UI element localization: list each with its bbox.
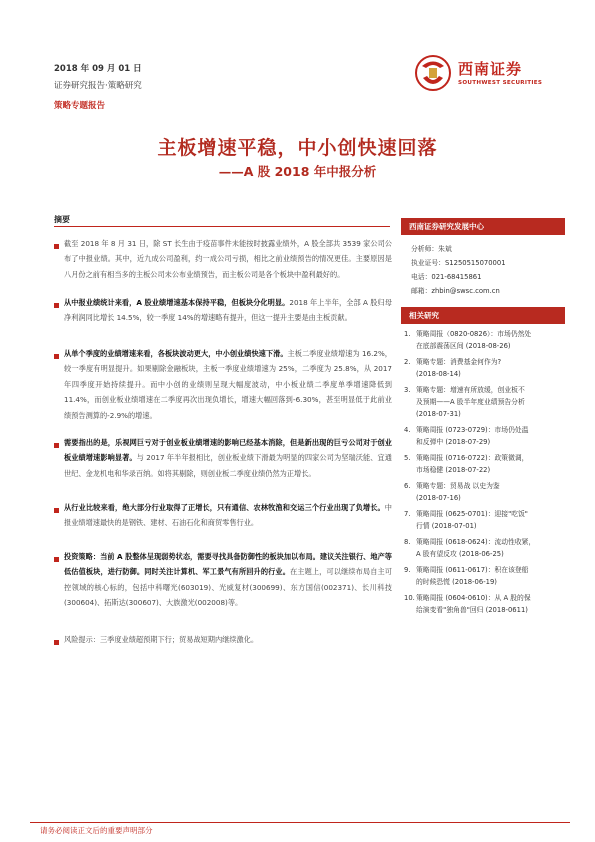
summary-paragraph-3: 从单个季度的业绩增速来看，各板块波动更大，中小创业绩快速下滑。主板二季度业绩增速为 16.2%，较一季度有明显提升。如果剔除金融板块，主板一季度业绩增速为 25%，二季度为 25.8%，从 2017 年四季度开始持续提升。而中小创的业绩则呈现大幅度波动，中小板业绩二季度单季增速降低到 11.4%，而创业板业绩增速在二季度再次出现负增长，增速大幅回落到-6.30%，甚至明显低于此前业绩预告测算的-2.9%的增速。 (64, 349, 392, 420)
logo-text-en: SOUTHWEST SECURITIES (458, 80, 543, 86)
related-item[interactable]: 6. 策略专题：贸易战 以史为鉴 (2018-07-16) (404, 482, 500, 502)
related-item[interactable]: 8. 策略周报 (0618-0624)：流动性收紧， A 股有望反攻 (2018-06-25) (404, 538, 536, 558)
page-title: 主板增速平稳，中小创快速回落 (157, 137, 438, 159)
summary-paragraph-4: 需要指出的是，乐视网巨亏对于创业板业绩增速的影响已经基本消除，但是新出现的巨亏公司对于创业板业绩增速影响显著。与 2017 年半年报相比，创业板业绩下滑最为明显的四家公司为坚瑞沃能、宜通世纪、金龙机电和华录百纳。如将其剔除，则创业板二季度业绩仍然为正增长。 (64, 438, 392, 478)
analyst-name: 分析师：朱斌 (411, 245, 452, 253)
analyst-email[interactable]: 邮箱：zhbin@swsc.com.cn (411, 287, 500, 295)
page-subtitle: ——A 股 2018 年中报分析 (218, 164, 377, 179)
logo-text-cn: 西南证券 (458, 60, 523, 78)
analyst-phone: 电话：021-68415861 (411, 273, 482, 281)
related-item[interactable]: 10.策略周报 (0604-0610)：从 A 股的保 给演变看"独角兽"回归 (2018-0611) (404, 594, 531, 614)
bullet-icon (54, 640, 59, 645)
related-research-header: 相关研究 (401, 307, 565, 324)
related-item[interactable]: 1. 策略周报（0820-0826）：市场仍然处 在底部震荡区间 (2018-08-26) (404, 330, 532, 350)
summary-paragraph-1: 截至 2018 年 8 月 31 日，除 ST 长生由于疫苗事件未能按时披露业绩外，A 股全部共 3539 家公司公布了中报业绩。其中，近九成公司盈利，约一成公司亏损，相比之前业绩预告的情况更佳。主要原因是八月份之前有相当多的主板公司未公布业绩预告，而主板公司是各个板块中盈利最好的。 (64, 239, 392, 279)
company-logo-icon (414, 54, 452, 92)
analyst-license: 执业证号：S1250515070001 (411, 259, 506, 267)
related-item[interactable]: 2. 策略专题：消费基金何作为? (2018-08-14) (404, 358, 502, 378)
bullet-icon (54, 443, 59, 448)
summary-label: 摘要 (54, 215, 70, 224)
related-item[interactable]: 5. 策略周报 (0716-0722)：政策微调， 市场稳健 (2018-07-22) (404, 454, 529, 474)
bullet-icon (54, 508, 59, 513)
footer-divider (30, 822, 570, 823)
bullet-icon (54, 303, 59, 308)
summary-paragraph-7: 风险提示：三季度业绩超预期下行；贸易战短期内继续激化。 (64, 635, 259, 644)
related-item[interactable]: 3. 策略专题：增速有所放缓，创业板不 及预期——A 股半年度业绩预告分析 (2018-07-31) (404, 386, 525, 418)
related-item[interactable]: 4. 策略周报 (0723-0729)：市场仍处温 和反弹中 (2018-07-29) (404, 426, 529, 446)
research-center-header: 西南证券研究发展中心 (401, 218, 565, 235)
bullet-icon (54, 354, 59, 359)
report-category: 证券研究报告·策略研究 (54, 81, 142, 91)
related-item[interactable]: 9. 策略周报 (0611-0617)：积在该登船 的时候恐慌 (2018-06-19) (404, 566, 529, 586)
report-date: 2018 年 09 月 01 日 (54, 64, 142, 74)
summary-divider (54, 226, 390, 227)
summary-paragraph-6: 投资策略：当前 A 股整体呈现弱势状态，需要寻找具备防御性的板块加以布局。建议关注银行、地产等低估值板块，进行防御。同时关注计算机、军工景气有所回升的行业。在主题上，可以继续布局自主可控领域的核心标的，包括中科曙光(603019)、光威复材(300699)、东方国信(002371)、长川科技(300604)、拓斯达(300607)、大族激光(002008)等。 (64, 552, 392, 608)
bullet-icon (54, 244, 59, 249)
summary-paragraph-2: 从中报业绩统计来看，A 股业绩增速基本保持平稳，但板块分化明显。2018 年上半年，全部 A 股归母净利润同比增长 14.5%，较一季度 14%的增速略有提升，但这一提升主要是由主板贡献。 (64, 298, 392, 323)
bullet-icon (54, 557, 59, 562)
summary-paragraph-5: 从行业比较来看，绝大部分行业取得了正增长，只有通信、农林牧渔和交运三个行业出现了负增长。中报业绩增速最快的是钢铁、建材、石油石化和商贸零售行业。 (64, 503, 392, 528)
related-item[interactable]: 7. 策略周报 (0625-0701)：迎接"吃饭" 行情 (2018-07-01) (404, 510, 528, 530)
footer-disclaimer: 请务必阅读正文后的重要声明部分 (40, 826, 153, 835)
report-type: 策略专题报告 (54, 101, 106, 111)
